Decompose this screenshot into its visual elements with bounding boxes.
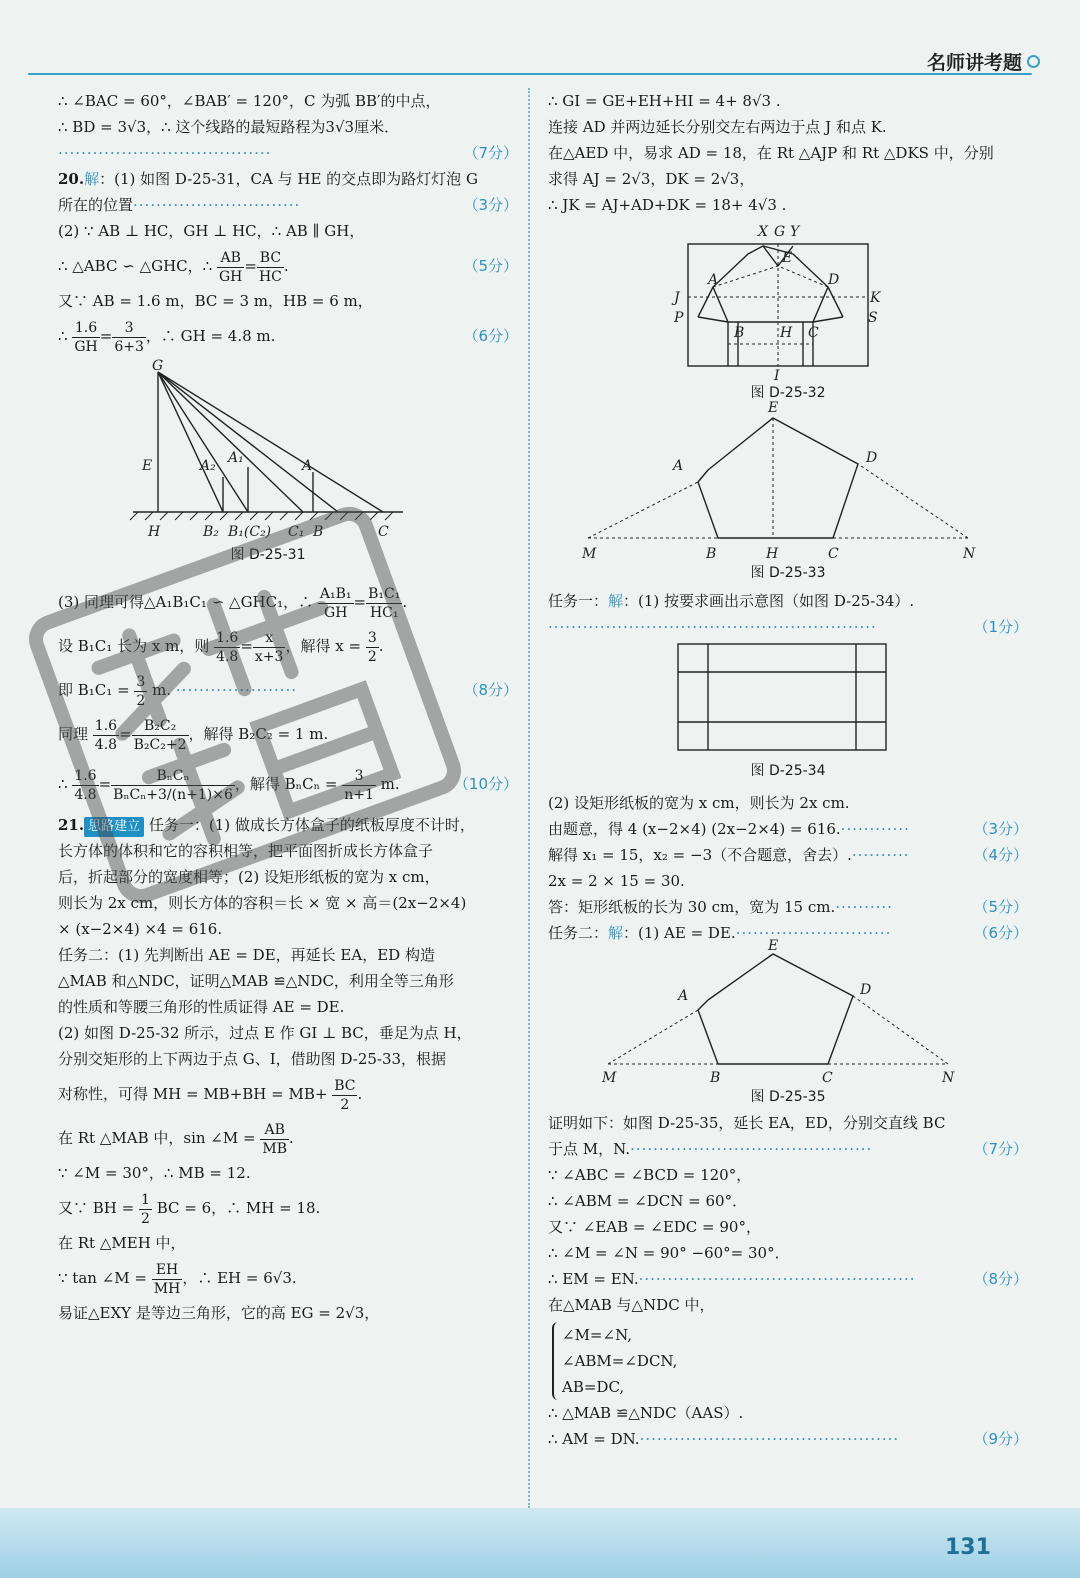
text-line: 后，折起部分的宽度相等；(2) 设矩形纸板的宽为 x cm， (58, 868, 440, 886)
frac-num: B₂C₂ (132, 717, 189, 736)
score-line: 答：矩形纸板的长为 30 cm，宽为 15 cm.·········· （5分） (548, 894, 1028, 920)
solution-label: 解 (84, 170, 100, 188)
label-s: S (868, 310, 878, 326)
text-line: 证明如下：如图 D-25-35，延长 EA，ED，分别交直线 BC (548, 1114, 946, 1132)
text: 任务一：(1) 做成长方体盒子的纸板厚度不计时， (148, 816, 475, 834)
score-line: ····································· （7分） (58, 140, 518, 166)
text-line: ∴ BD = 3√3，∴ 这个线路的最短路程为3√3厘米． (58, 118, 400, 136)
solution-label: 解 (608, 592, 624, 610)
text: 设 B₁C₁ 长为 x m，则 (58, 637, 210, 655)
figure-d-25-33 (548, 400, 1028, 588)
label-e: E (782, 250, 793, 266)
formula-line: 在 Rt △MAB 中，sin ∠M = $\frac{AB}{MB}$ . (58, 1121, 294, 1157)
text-line: 又∵ ∠EAB = ∠EDC = 90°， (548, 1218, 761, 1236)
text: ：(1) AE = DE. (623, 924, 736, 942)
frac-den: B₂C₂+2 (133, 736, 187, 753)
score-line: 于点 M，N.·········································· （7分） (548, 1136, 1028, 1162)
label-c: C (822, 1070, 833, 1086)
label-h: H (780, 325, 793, 341)
text: ∴ EM = EN. (548, 1270, 639, 1288)
score: （5分） (463, 257, 518, 275)
text-line: 分别交矩形的上下两边于点 G、I，借助图 D-25-33，根据 (58, 1050, 447, 1068)
label-e: E (142, 458, 153, 474)
text-line: (2) ∵ AB ⊥ HC，GH ⊥ HC，∴ AB ∥ GH， (58, 222, 365, 240)
text: ，解得 BₙCₙ = (234, 775, 338, 793)
text: ，∴ EH = 6√3. (182, 1269, 297, 1287)
text: m. (380, 775, 400, 793)
text: 在 Rt △MAB 中，sin ∠M = (58, 1129, 256, 1147)
bottom-band (0, 1508, 1080, 1578)
text: 答：矩形纸板的长为 30 cm，宽为 15 cm. (548, 898, 836, 916)
score: （10分） (453, 775, 518, 793)
label-b2: B₂ (203, 524, 219, 540)
hint-tag: 思路建立 (84, 817, 144, 837)
label-c: C (808, 325, 819, 341)
label-k: K (870, 290, 881, 306)
text-line: 又∵ AB = 1.6 m，BC = 3 m，HB = 6 m， (58, 292, 373, 310)
text-line: 则长为 2x cm，则长方体的容积＝长 × 宽 × 高＝(2x−2×4) (58, 894, 467, 912)
frac-den: MH (153, 1280, 181, 1297)
label-e: E (768, 938, 779, 954)
label-a: A (302, 458, 313, 474)
score: （3分） (463, 196, 518, 214)
task-line (548, 588, 1028, 614)
text: ，解得 x = (285, 637, 362, 655)
label-p: P (674, 310, 684, 326)
text-line: ∴ JK = AJ+AD+DK = 18+ 4√3 . (548, 196, 787, 214)
label-c: C (378, 524, 389, 540)
text-line: ∠M=∠N, (562, 1326, 632, 1344)
score: （7分） (463, 144, 518, 162)
score: （8分） (973, 1270, 1028, 1288)
text-line: 求得 AJ = 2√3，DK = 2√3， (548, 170, 755, 188)
label-n: N (963, 546, 976, 562)
frac-num: B₁C₁ (368, 585, 401, 602)
text-line: AB=DC, (562, 1378, 625, 1396)
frac-num: A₁B₁ (319, 585, 352, 602)
text-line: △MAB 和△NDC，证明△MAB ≌△NDC，利用全等三角形 (58, 972, 454, 990)
label-i: I (774, 368, 780, 384)
frac-den: GH (218, 268, 243, 285)
score: （9分） (973, 1430, 1028, 1448)
text-line: 长方体的体积和它的容积相等，把平面图折成长方体盒子 (58, 842, 434, 860)
formula-line (58, 1256, 518, 1300)
text: (3) 同理可得△A₁B₁C₁ ∽ △GHC₁，∴ (58, 593, 314, 611)
frac-den: 4.8 (94, 736, 118, 753)
frac-num: 3 (367, 629, 377, 646)
text-line: 连接 AD 并两边延长分别交左右两边于点 J 和点 K. (548, 118, 887, 136)
text-line: ∵ ∠ABC = ∠BCD = 120°， (548, 1166, 752, 1184)
formula-line: (3) 同理可得△A₁B₁C₁ ∽ △GHC₁，∴ $\frac{\text{A₁B₁}}{GH}$ = $\frac{\text{B₁C₁}}{\text{HC₁}}$ . (58, 585, 408, 621)
right-column (548, 88, 1028, 1452)
label-b: B (734, 325, 745, 341)
label-a2: A₂ (200, 458, 216, 474)
task-line: 任务二：解：(1) AE = DE.··························· （6分） (548, 920, 1028, 946)
formula-line: ∴ $\frac{1.6}{4.8}$ = $\frac{\text{BₙCₙ}}{\text{BₙCₙ+3/(n+1)×6}}$ ，解得 BₙCₙ = $\frac{3}{n+1}$ m. （10分） (58, 756, 518, 812)
formula-line: ∴ △ABC ∽ △GHC，∴ $\frac{AB}{GH}$ = $\frac{BC}{HC}$ . （5分） (58, 244, 518, 288)
question-number: 21. (58, 816, 85, 834)
label-g: G (774, 224, 786, 240)
label-h: H (766, 546, 779, 562)
question-number: 20. (58, 170, 85, 188)
frac-den: 4.8 (216, 648, 239, 665)
condition-brace (552, 1322, 1028, 1400)
label-d: D (866, 450, 878, 466)
text: ：(1) 如图 D-25-31，CA 与 HE 的交点即为路灯灯泡 G (99, 170, 478, 188)
text-line: × (x−2×4) ×4 = 616. (58, 920, 223, 938)
score: （6分） (973, 924, 1028, 942)
text: 又∵ BH = (58, 1199, 135, 1217)
score-line: 解得 x₁ = 15，x₂ = −3（不合题意，舍去）.·········· （4分） (548, 842, 1028, 868)
text: 于点 M，N. (548, 1140, 631, 1158)
score-line: 由题意，得 4 (x−2×4) (2x−2×4) = 616.············ （3分） (548, 816, 1028, 842)
text-line: ∴ GI = GE+EH+HI = 4+ 8√3 . (548, 92, 781, 110)
score: （8分） (463, 681, 518, 699)
text: ，∴ GH = 4.8 m. (145, 327, 276, 345)
formula-line: 设 B₁C₁ 长为 x m，则 $\frac{1.6}{4.8}$ = $\frac{x}{x+3}$ ，解得 x = $\frac{3}{2}$ . (58, 629, 384, 665)
text-line: 的性质和等腰三角形的性质证得 AE = DE. (58, 998, 345, 1016)
frac-num: 1.6 (74, 767, 97, 784)
figure-caption: 图 D-25-34 (750, 763, 826, 779)
label-b1c2: B₁(C₂) (228, 524, 272, 540)
frac-den: x+3 (254, 648, 284, 665)
frac-num: x (253, 629, 286, 648)
text-line: 在 Rt △MEH 中， (58, 1234, 186, 1252)
formula-line: 对称性，可得 MH = MB+BH = MB+ $\frac{BC}{2}$ . (58, 1077, 363, 1113)
formula-line: 即 B₁C₁ = $\frac{3}{2}$ m. ····················· （8分） (58, 668, 518, 712)
text-line: 任务二：(1) 先判断出 AE = DE，再延长 EA，ED 构造 (58, 946, 435, 964)
score-line: ∴ AM = DN.············································· （9分） (548, 1426, 1028, 1452)
frac-den: 2 (367, 648, 377, 665)
frac-num: AB (260, 1121, 289, 1140)
pentagon-proof-diagram (598, 938, 978, 1086)
figure-d-25-32 (548, 218, 1028, 408)
label-j: J (674, 290, 680, 306)
score: （1分） (973, 618, 1028, 636)
frac-num: 3 (342, 767, 376, 786)
frac-num: BC (334, 1077, 356, 1094)
text: ：(1) 按要求画出示意图（如图 D-25-34）. (623, 592, 915, 610)
text: ，解得 B₂C₂ = 1 m. (188, 725, 329, 743)
label-y: Y (790, 224, 800, 240)
score-line: 所在的位置····························· （3分） (58, 192, 518, 218)
label-a: A (708, 272, 719, 288)
label-a: A (673, 458, 684, 474)
frac-num: BₙCₙ (111, 767, 235, 786)
label-c1: C₁ (288, 524, 305, 540)
score: （7分） (973, 1140, 1028, 1158)
formula-line: 同理 $\frac{1.6}{4.8}$ = $\frac{\text{B₂C₂}}{\text{B₂C₂+2}}$ ，解得 B₂C₂ = 1 m. (58, 717, 329, 753)
text: ∴ (58, 775, 68, 793)
text: 由题意，得 4 (x−2×4) (2x−2×4) = 616. (548, 820, 841, 838)
text-line: ∴ ∠M = ∠N = 90° −60°= 30°． (548, 1244, 790, 1262)
text: ∴ (58, 327, 68, 345)
text: ∴ △ABC ∽ △GHC，∴ (58, 257, 213, 275)
label-m: M (602, 1070, 617, 1086)
figure-d-25-35 (548, 938, 1028, 1110)
text-line: ∴ ∠BAC = 60°，∠BAB′ = 120°，C 为弧 BB′的中点， (58, 92, 441, 110)
label-d: D (860, 982, 872, 998)
text: 所在的位置 (58, 196, 134, 214)
score: （3分） (973, 820, 1028, 838)
page-number: 131 (945, 1535, 991, 1560)
solution-label: 解 (608, 924, 624, 942)
frac-den: HC (258, 268, 282, 285)
label-a: A (678, 988, 689, 1004)
header-dot-icon (1027, 55, 1040, 68)
frac-den: 4.8 (74, 786, 97, 803)
frac-num: 1.6 (72, 319, 99, 338)
label-m: M (582, 546, 597, 562)
label-b: B (313, 524, 324, 540)
frac-num: 3 (112, 319, 146, 338)
label-c: C (828, 546, 839, 562)
label-e: E (768, 400, 779, 416)
text-line: ∠ABM=∠DCN, (562, 1352, 678, 1370)
score-line: ∴ EM = EN.················································ （8分） (548, 1266, 1028, 1292)
frac-den: 2 (141, 1210, 150, 1227)
text: 即 B₁C₁ = (58, 681, 130, 699)
text: 任务一： (548, 592, 609, 610)
label-d: D (828, 272, 840, 288)
formula-line (58, 1186, 518, 1230)
frac-den: GH (324, 604, 348, 621)
text: 对称性，可得 MH = MB+BH = MB+ (58, 1085, 328, 1103)
figure-d-25-34 (548, 640, 1028, 790)
header-title: 名师讲考题 (926, 52, 1022, 74)
text-line: (2) 如图 D-25-32 所示，过点 E 作 GI ⊥ BC，垂足为点 H， (58, 1024, 472, 1042)
text-line: 2x = 2 × 15 = 30. (548, 872, 685, 890)
frac-den: 2 (136, 692, 146, 709)
text-line: 在△AED 中，易求 AD = 18，在 Rt △AJP 和 Rt △DKS 中，分别 (548, 144, 994, 162)
frac-num: BC (257, 249, 284, 268)
score-line: ························································· （1分） (548, 614, 1028, 640)
text: 解得 x₁ = 15，x₂ = −3（不合题意，舍去）. (548, 846, 852, 864)
label-h: H (148, 524, 161, 540)
text: BC = 6，∴ MH = 18. (156, 1199, 321, 1217)
rectangle-board-diagram (668, 222, 908, 382)
frac-den: HC₁ (369, 604, 399, 621)
frac-num: 1 (141, 1191, 150, 1208)
text-line: ∴ ∠ABM = ∠DCN = 60°． (548, 1192, 748, 1210)
figure-caption: 图 D-25-31 (230, 547, 306, 563)
label-a1: A₁ (228, 450, 244, 466)
label-n: N (942, 1070, 955, 1086)
frac-num: 1.6 (216, 629, 239, 646)
text-line: 在△MAB 与△NDC 中， (548, 1296, 715, 1314)
label-g: G (152, 358, 164, 374)
text: ∵ tan ∠M = (58, 1269, 147, 1287)
text: ∴ AM = DN. (548, 1430, 640, 1448)
text-line: ∵ ∠M = 30°，∴ MB = 12. (58, 1164, 251, 1182)
question-20-line (58, 166, 518, 192)
frac-den: MB (262, 1140, 287, 1157)
frac-num: 3 (136, 673, 146, 690)
column-divider (528, 88, 530, 1508)
frac-num: EH (152, 1261, 183, 1280)
text-line: 易证△EXY 是等边三角形，它的高 EG = 2√3， (58, 1304, 380, 1322)
formula-line: ∴ $\frac{1.6}{GH}$ = $\frac{3}{6+3}$ ，∴ GH = 4.8 m. （6分） (58, 314, 518, 358)
cut-board-diagram (676, 642, 896, 772)
score: （5分） (973, 898, 1028, 916)
figure-caption: 图 D-25-33 (750, 565, 826, 581)
frac-den: BₙCₙ+3/(n+1)×6 (113, 786, 233, 803)
text: 同理 (58, 725, 89, 743)
text: 任务二： (548, 924, 609, 942)
text: m. (152, 681, 172, 699)
label-b: B (706, 546, 717, 562)
text-line: (2) 设矩形纸板的宽为 x cm，则长为 2x cm. (548, 794, 850, 812)
figure-caption: 图 D-25-32 (750, 385, 826, 401)
figure-caption: 图 D-25-35 (750, 1089, 826, 1105)
frac-den: 6+3 (114, 338, 144, 355)
frac-num: AB (217, 249, 244, 268)
label-b: B (710, 1070, 721, 1086)
frac-den: n+1 (344, 786, 374, 803)
score: （4分） (973, 846, 1028, 864)
label-x: X (758, 224, 768, 240)
pentagon-extension-diagram (578, 400, 998, 562)
frac-den: GH (74, 338, 98, 355)
score: （6分） (463, 327, 518, 345)
text-line: ∴ △MAB ≌△NDC（AAS）. (548, 1404, 744, 1422)
frac-den: 2 (340, 1096, 350, 1113)
frac-num: 1.6 (94, 717, 118, 734)
header-rule (28, 73, 1032, 75)
